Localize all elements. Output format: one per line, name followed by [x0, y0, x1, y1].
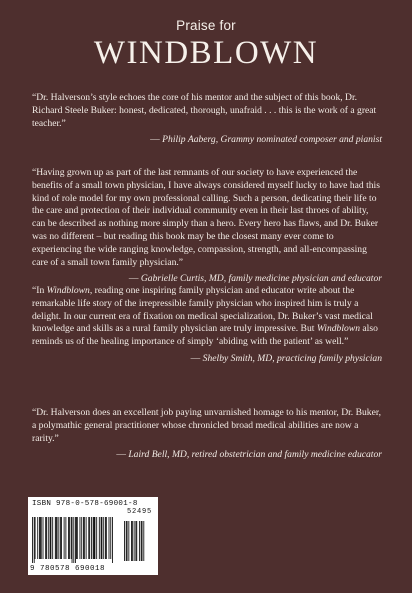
- barcode-bar: [84, 517, 85, 559]
- barcode-bar: [112, 517, 113, 563]
- barcode-bar: [89, 517, 90, 559]
- barcode-bar: [103, 517, 104, 559]
- quote-attribution: — Shelby Smith, MD, practicing family physician: [190, 352, 382, 364]
- header: [0, 18, 412, 72]
- book-title: WINDBLOWN: [93, 35, 319, 71]
- barcode-bar: [40, 517, 41, 559]
- barcode-bar: [52, 517, 53, 559]
- quote-text: “In Windblown, reading one inspiring family physician and educator write about the remarkable life story of the irrepressible family physician who inspired him is truly a delight. In our current era of fixation on medical specialization, Dr. Buker’s vast medical knowledge and skills as a rural family physician are truly impressive. But Windblown also reminds us of the healing importance of simply ‘abiding with the patient’ as well.”: [32, 285, 378, 348]
- barcode-addon-bar: [139, 521, 140, 561]
- barcode-bar: [58, 517, 59, 559]
- barcode-addon-bar: [142, 521, 143, 561]
- barcode-bar: [57, 517, 58, 559]
- barcode-bar: [109, 517, 110, 559]
- barcode-bar: [76, 517, 77, 559]
- barcode-bar: [91, 517, 92, 559]
- barcode-bar: [60, 517, 61, 559]
- barcode-bar: [37, 517, 38, 559]
- barcode-bar: [105, 517, 106, 559]
- barcode-bar: [34, 517, 35, 563]
- quote-curtis: [32, 167, 382, 286]
- barcode-bar: [55, 517, 56, 559]
- book-title-inline: Windblown: [316, 323, 361, 335]
- barcode-bar: [65, 517, 66, 559]
- barcode-bar: [32, 517, 33, 563]
- barcode-bars: [32, 517, 154, 563]
- barcode-bar: [99, 517, 100, 559]
- quote-bell: [32, 407, 382, 462]
- barcode-bar: [73, 517, 74, 563]
- barcode-bar: [93, 517, 94, 559]
- barcode-bar: [102, 517, 103, 559]
- barcode-addon-bar: [128, 521, 129, 561]
- praise-for-label: Praise for: [176, 18, 236, 33]
- barcode-bar: [48, 517, 49, 559]
- barcode-addon-bar: [135, 521, 136, 561]
- barcode-bar: [94, 517, 95, 559]
- barcode-addon-bar: [136, 521, 137, 561]
- barcode-bar: [83, 517, 84, 559]
- quote-text: “Dr. Halverson’s style echoes the core of his mentor and the subject of this book, Dr. Richard Steele Buker: honest, dedicated, thorough, unafraid . . . this is the work of a great teacher.”: [32, 92, 377, 129]
- quote-text: “Dr. Halverson does an excellent job paying unvarnished homage to his mentor, Dr. Buker, a polymathic general practitioner whose chronicled broad medical abilities are now a rarity.”: [32, 407, 382, 444]
- barcode-addon-bar: [127, 521, 128, 561]
- barcode-bar: [80, 517, 81, 559]
- barcode-digits: 9 780578 690018: [30, 565, 106, 573]
- barcode-bar: [39, 517, 40, 559]
- quote-attribution: — Philip Aaberg, Grammy nominated composer and pianist: [150, 134, 382, 146]
- barcode-addon-bar: [124, 521, 125, 561]
- quote-attribution: — Laird Bell, MD, retired obstetrician and family medicine educator: [116, 449, 382, 461]
- barcode-bar: [46, 517, 47, 559]
- barcode-addon-bar: [126, 521, 127, 561]
- barcode-bar: [68, 517, 69, 559]
- barcode-bar: [96, 517, 97, 559]
- isbn-text: ISBN 978-0-578-69001-8: [32, 500, 138, 508]
- barcode-bar: [69, 517, 70, 559]
- quote-attribution: — Gabrielle Curtis, MD, family medicine physician and educator: [128, 273, 382, 285]
- book-title-inline: Windblown: [46, 285, 90, 296]
- barcode-addon-bar: [131, 521, 132, 561]
- barcode-bar: [106, 517, 107, 559]
- barcode-bar: [110, 517, 111, 559]
- quote-smith: [32, 285, 382, 366]
- barcode-addon-bar: [141, 521, 142, 561]
- barcode-bar: [101, 517, 102, 559]
- barcode-bar: [86, 517, 87, 559]
- barcode-bar: [88, 517, 89, 559]
- barcode-bar: [72, 517, 73, 563]
- price-code: 52495: [126, 508, 152, 516]
- barcode-bar: [81, 517, 82, 559]
- barcode-bar: [75, 517, 76, 563]
- barcode-bar: [61, 517, 62, 559]
- barcode-bar: [64, 517, 65, 559]
- barcode-bar: [45, 517, 46, 559]
- quote-text: “Having grown up as part of the last remnants of our society to have experienced the benefits of a small town physician, I have always considered myself lucky to have had this kind of role model for my own professional calling. Such a person, dedicating their life to the care and protection of their individual community even in their last throes of ability, can be described as nothing more simply than a hero. Every hero has flaws, and Dr. Buker was no different – but reading this book may be the closest many ever come to experiencing the wide ranging knowledge, compassion, strength, and all-encompassing care of a small town family physician.”: [32, 167, 380, 268]
- barcode-addon-bar: [132, 521, 133, 561]
- barcode-bar: [41, 517, 42, 559]
- barcode-bar: [35, 517, 36, 559]
- barcode-bar: [50, 517, 51, 559]
- isbn-barcode: [28, 497, 158, 575]
- barcode-bar: [43, 517, 44, 559]
- barcode-bar: [71, 517, 72, 559]
- quote-aaberg: [32, 92, 382, 147]
- barcode-addon-bar: [134, 521, 135, 561]
- barcode-bar: [56, 517, 57, 559]
- barcode-bar: [50, 517, 51, 559]
- barcode-bar: [94, 517, 95, 559]
- barcode-bar: [77, 517, 78, 559]
- barcode-addon-bar: [143, 521, 144, 561]
